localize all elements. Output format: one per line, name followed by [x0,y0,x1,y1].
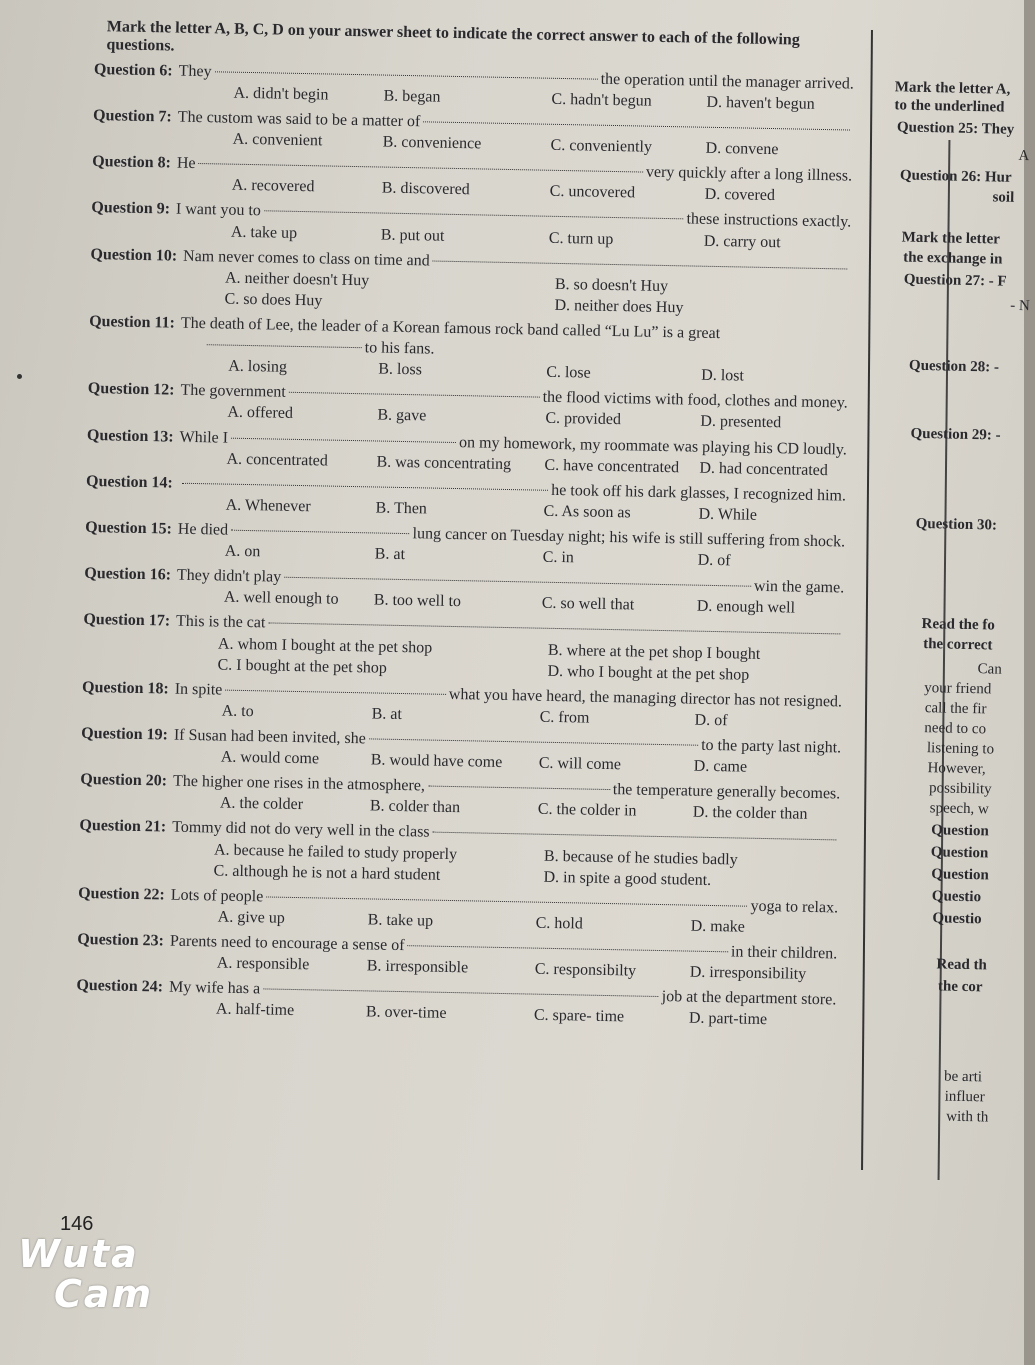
answer-option: C. hadn't begun [551,90,652,110]
side-text-fragment: Questio [932,910,982,928]
question-label: Question 20: [80,771,168,790]
answer-option: D. had concentrated [699,459,829,479]
question-block [76,975,837,1032]
answer-blank [231,437,456,442]
question-label: Question 21: [79,817,167,836]
side-text-fragment: Question 30: [915,515,998,534]
side-text-fragment: - N [1010,297,1030,315]
answer-option: D. the colder than [692,803,808,824]
answer-option: A. half-time [215,1000,295,1020]
side-text-fragment: to the underlined [894,97,1005,116]
question-stem-end: to the party last night. [701,736,842,757]
answer-option: B. convenience [382,133,482,153]
side-text-fragment: Question 25: They [896,119,1015,138]
watermark-logo [18,1232,154,1316]
question-stem: If Susan had been invited, she [173,726,367,748]
answer-option: B. where at the pet shop I bought [547,641,761,663]
question-stem-end: very quickly after a long illness. [645,163,853,185]
answer-option: A. concentrated [226,450,328,470]
question-label: Question 11: [89,312,176,332]
answer-option: A. would come [220,748,320,768]
side-text-fragment: influer [944,1088,985,1106]
side-text-fragment: Question [931,822,989,840]
answer-option: C. although he is not a hard student [213,862,441,884]
answer-option: B. over-time [365,1003,447,1023]
watermark-line2: Cam [54,1271,154,1316]
answer-option: A. losing [228,357,288,376]
side-text-fragment: Can [977,661,1002,678]
question-stem-end: these instructions exactly. [686,210,852,231]
question-list [76,59,854,1032]
answer-option: C. I bought at the pet shop [217,656,388,677]
answer-blank [215,71,598,79]
side-text-fragment: the exchange in [903,249,1003,268]
answer-option: A. to [221,702,254,721]
answer-blank [428,786,610,790]
side-text-fragment: Question 26: Hur [899,167,1012,186]
side-text-fragment: Read the fo [921,615,996,634]
answer-option: D. neither does Huy [554,296,684,317]
question-stem: He died [177,520,229,539]
answer-option: C. uncovered [549,183,636,202]
side-text-fragment: with th [946,1108,989,1126]
answer-option: B. at [371,705,403,723]
answer-option: C. so well that [541,594,635,614]
answer-option: B. colder than [369,797,461,817]
answer-option: D. presented [700,413,782,432]
question-stem-end: win the game. [753,577,845,597]
side-text-fragment: Question [930,844,989,862]
side-text-fragment: A [1018,147,1030,165]
side-text-fragment: the correct [922,636,993,654]
answer-option: A. take up [230,223,298,242]
answer-option: D. convene [705,139,779,159]
answer-option: C. spare- time [533,1006,625,1026]
question-label: Question 19: [81,724,169,744]
side-text-fragment: Question [931,866,990,884]
answer-option: A. give up [217,908,286,927]
answer-option: C. the colder in [537,800,637,820]
question-stem-end: the flood victims with food, clothes and money. [542,388,848,412]
question-label: Question 8: [92,153,172,172]
answer-option: D. make [690,917,746,936]
question-label: Question 24: [76,976,164,996]
answer-option: D. in spite a good student. [543,868,712,889]
question-stem: He [176,154,196,173]
side-text-fragment: be arti [943,1068,983,1086]
question-stem-end: in their children. [730,943,838,963]
answer-option: A. the colder [219,794,304,814]
answer-option: C. As soon as [543,502,631,522]
question-stem: Lots of people [170,886,264,906]
side-text-fragment: However, [927,760,986,778]
answer-blank [289,392,540,398]
answer-option: D. came [693,757,748,776]
answer-option: C. have concentrated [544,456,680,476]
side-text-fragment: need to co [924,720,987,738]
question-stem: They didn't play [176,566,282,586]
answer-blank [423,121,850,130]
answer-option: A. well enough to [223,588,339,609]
question-stem: Tommy did not do very well in the class [171,819,430,841]
question-stem: My wife has a [168,978,261,998]
side-text-fragment: speech, w [929,800,990,818]
answer-option: D. haven't begun [706,93,815,113]
answer-option: A. offered [227,404,294,423]
question-stem-end: lung cancer on Tuesday night; his wife is still suffering from shock. [412,525,846,551]
question-label: Question 7: [92,106,172,126]
question-stem: Nam never comes to class on time and [182,247,430,270]
answer-option: B. would have come [370,751,503,772]
question-stem-end: yoga to relax. [750,897,839,917]
side-text-fragment: Question 29: - [910,425,1001,444]
answer-blank [263,989,659,998]
answer-option: C. lose [546,363,591,382]
side-text-fragment: your friend [924,680,992,698]
answer-option: C. responsibilty [534,960,637,980]
question-block [89,244,850,322]
question-stem-end: what you have heard, the managing director has not resigned. [448,685,843,711]
question-stem: Parents need to encourage a sense of [169,932,405,955]
question-label: Question 14: [85,472,173,492]
answer-blank [199,163,643,173]
answer-blank [264,211,684,220]
answer-option: D. enough well [696,597,796,617]
answer-blank [284,577,751,587]
answer-option: C. provided [545,410,622,429]
answer-option: B. take up [367,911,434,930]
question-block [88,311,849,389]
answer-option: A. responsible [216,954,310,974]
question-stem: This is the cat [175,613,266,632]
answer-blank [433,832,837,841]
answer-option: D. who I bought at the pet shop [547,662,750,684]
answer-option: A. whom I bought at the pet shop [217,634,433,657]
answer-blank [369,738,698,745]
question-stem-end: on my homework, my roommate was playing his CD loudly. [458,433,848,459]
answer-option: D. of [697,551,731,570]
question-stem: While I [179,428,229,447]
right-column [857,78,1030,1201]
answer-blank [407,945,728,952]
side-text-fragment: Question 27: - F [903,271,1007,290]
answer-option: D. irresponsibility [689,963,807,983]
answer-option: A. Whenever [225,496,311,516]
answer-option: B. was concentrating [376,453,512,473]
answer-option: D. carry out [703,232,781,251]
side-text-fragment: possibility [928,780,992,798]
question-stem-end: the operation until the manager arrived. [600,70,855,93]
watermark-line1: Wuta [18,1232,139,1276]
answer-option: B. loss [378,360,423,379]
question-label: Question 23: [77,930,165,950]
answer-option: B. so doesn't Huy [554,275,669,295]
question-block [78,815,839,893]
question-stem: In spite [174,680,223,699]
side-text-fragment: call the fir [924,700,987,718]
answer-option: D. While [698,505,758,524]
question-label: Question 13: [86,426,174,446]
side-text-fragment: Question 28: - [908,357,1000,376]
question-label: Question 6: [93,60,173,80]
answer-option: D. part-time [688,1009,768,1029]
answer-blank [266,896,747,906]
answer-option: C. turn up [548,229,614,248]
page-number: 146 [60,1213,94,1235]
question-stem: They [178,62,212,81]
side-text-fragment: soil [992,189,1015,206]
answer-option: B. because of he studies badly [543,847,738,868]
answer-option: B. Then [375,499,428,518]
answer-option: C. so does Huy [224,290,323,310]
question-stem-end: to his fans. [364,339,435,358]
answer-option: C. hold [535,914,583,933]
question-label: Question 18: [81,678,169,698]
question-label: Question 9: [91,199,171,218]
question-block [82,609,843,687]
instructions: Mark the letter A, B, C, D on your answer sheet to indicate the correct answer to each of the following questions. [106,18,800,55]
answer-option: B. began [383,87,441,106]
answer-option: A. didn't begin [233,84,329,104]
answer-option: D. covered [704,186,776,205]
question-stem: The custom was said to be a matter of [177,108,421,131]
side-text-fragment: Mark the letter A, [894,79,1011,98]
answer-option: C. in [542,548,575,567]
answer-option: D. lost [701,366,745,385]
question-label: Question 22: [78,884,166,904]
question-stem: The death of Lee, the leader of a Korean famous rock band called “Lu Lu” is a great [180,314,721,343]
question-stem-end: job at the department store. [661,988,837,1009]
answer-option: B. at [374,545,406,564]
question-stem-end: the temperature generally becomes. [612,781,841,803]
answer-option: B. irresponsible [366,957,469,977]
answer-option: C. from [539,708,590,727]
page-mark [17,374,22,379]
answer-blank [207,344,362,348]
answer-option: A. neither doesn't Huy [224,269,370,290]
answer-option: A. because he failed to study properly [213,840,458,863]
question-label: Question 17: [83,611,171,630]
answer-option: C. will come [538,754,622,774]
answer-blank [268,623,840,635]
question-stem: The government [180,382,286,402]
question-label: Question 15: [85,518,173,538]
answer-blank [433,260,848,269]
question-label: Question 12: [87,380,175,399]
question-label: Question 10: [90,245,178,265]
answer-blank [182,483,549,491]
question-stem-end: he took off his dark glasses, I recognized him. [551,481,847,505]
side-text-fragment: Read th [936,956,988,974]
side-text-fragment: Questio [931,888,982,906]
answer-option: B. put out [380,226,445,245]
answer-option: B. gave [377,406,427,425]
answer-option: A. convenient [232,130,323,150]
answer-option: C. conveniently [550,136,653,156]
answer-option: A. recovered [231,176,315,196]
question-stem: The higher one rises in the atmosphere, [172,772,426,795]
side-text-fragment: the cor [937,978,983,996]
question-label: Question 16: [84,565,172,584]
answer-option: A. on [224,542,261,561]
answer-option: D. of [694,711,728,730]
answer-option: B. discovered [381,179,470,199]
side-text-fragment: Mark the letter [901,229,1001,248]
answer-option: B. too well to [373,591,462,611]
side-text-fragment: listening to [926,740,995,758]
answer-blank [225,689,446,694]
question-column [76,18,855,1032]
answer-blank [231,530,410,534]
question-stem: I want you to [175,201,262,220]
